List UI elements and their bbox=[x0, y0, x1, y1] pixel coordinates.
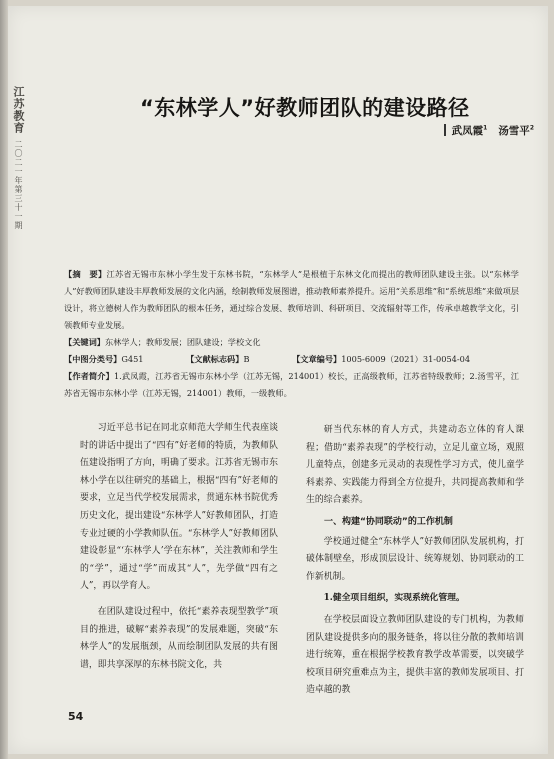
section-heading-1: 一、构建“协同联动”的工作机制 bbox=[324, 516, 453, 527]
page-number: 54 bbox=[68, 710, 84, 723]
author-2-mark: 2 bbox=[529, 124, 534, 132]
abstract-text: 江苏省无锡市东林小学生发于东林书院，“东林学人”是根植于东林文化而提出的教师团队建设主张。以“东林学人”好教师团队建设丰厚教师发展的文化内涵，绘制教师发展图谱，推动教师素养提升。运用“关系思维”和“系统思维”来做项层设计，将立德树人作为教师团队的根本任务，通过综合发展、教师培训、科研项目、交流辐射等工作，传承卓越教学文化，引领教师专业发展。 bbox=[64, 269, 519, 330]
article-no-label: 【文章编号】 bbox=[292, 354, 342, 364]
classification-row bbox=[64, 351, 519, 368]
right-paragraph-2: 学校通过健全“东林学人”好教师团队发展机构，打破体制壁垒，形成顶层设计、统筹规划、协同联动的工作新机制。 bbox=[306, 536, 524, 582]
abstract-label: 【摘 要】 bbox=[64, 269, 107, 279]
author-bar bbox=[444, 124, 446, 136]
article-meta bbox=[64, 266, 519, 402]
article-title: “东林学人”好教师团队的建设路径 bbox=[140, 96, 470, 120]
bio-label: 【作者简介】 bbox=[64, 371, 114, 381]
book-spine bbox=[0, 0, 8, 759]
clc-label: 【中图分类号】 bbox=[64, 354, 122, 364]
author-1-mark: 1 bbox=[483, 124, 488, 132]
left-paragraph-1: 习近平总书记在同北京师范大学师生代表座谈时的讲话中提出了“四有”好老师的特质，为教师队伍建设指明了方向，明确了要求。江苏省无锡市东林小学在以往研究的基础上，根据“四有”好老师的要求，立足当代学校发展需求，贯通东林书院优秀历史文化，提出建设“东林学人”好教师团队，打造专业过硬的小学教师队伍。“东林学人”好教师团队建设彰显“‘东林学人’学在东林”，关注教师和学生的“学”，通过“学”而成其“人”，先学做“四有之人”，再以学育人。 bbox=[80, 423, 278, 592]
body-right-column bbox=[306, 422, 524, 700]
side-magazine-name: 江苏教育 bbox=[12, 86, 25, 134]
author-bio bbox=[64, 368, 519, 402]
left-paragraph-2: 在团队建设过程中，依托“素养表现型教学”项目的推进，破解“素养表现”的发展难题，突破“东林学人”的发展瓶颈，从而绘制团队发展的共有图谱，即共享深厚的东林书院文化，共 bbox=[80, 606, 278, 670]
body-left-column bbox=[80, 420, 278, 674]
author-1: 武凤霞 bbox=[451, 125, 484, 137]
keywords-label: 【关键词】 bbox=[64, 337, 105, 347]
bio-text: 1.武凤霞，江苏省无锡市东林小学（江苏无锡，214001）校长，正高级教师，江苏省特级教师；2.汤雪平，江苏省无锡市东林小学（江苏无锡，214001）教师，一级教师。 bbox=[64, 371, 519, 398]
keywords bbox=[64, 334, 519, 351]
doc-code-value: B bbox=[243, 354, 250, 364]
subsection-heading-1: 1.健全项目组织，实现系统化管理。 bbox=[323, 593, 465, 604]
article-no-value: 1005-6009（2021）31-0054-04 bbox=[341, 354, 471, 364]
clc-value: G451 bbox=[121, 354, 144, 364]
abstract bbox=[64, 266, 519, 334]
right-paragraph-3: 在学校层面设立教师团队建设的专门机构，为教师团队建设提供多向的服务链条，将以往分散的教师培训进行统筹，重在根据学校教育教学改革需要，以突破学校项目研究重难点为主，提供丰富的教师发展项目、打造卓越的教 bbox=[306, 614, 524, 696]
keywords-text: 东林学人；教师发展；团队建设；学校文化 bbox=[104, 337, 261, 347]
author-2: 汤雪平 bbox=[498, 125, 530, 137]
doc-code-label: 【文献标志码】 bbox=[186, 354, 244, 364]
author-line bbox=[444, 123, 534, 138]
side-issue: 二〇二一年第三十一期 bbox=[14, 140, 23, 230]
side-journal-label bbox=[12, 86, 30, 230]
right-paragraph-1: 研当代东林的育人方式，共建动态立体的育人课程；借助“素养表现”的学校行动，立足儿童立场，观照儿童特点，创建多元灵动的表现性学习方式，使儿童学科素养、实践能力得到全方位提升，共同提高教师和学生的综合素养。 bbox=[306, 425, 524, 506]
